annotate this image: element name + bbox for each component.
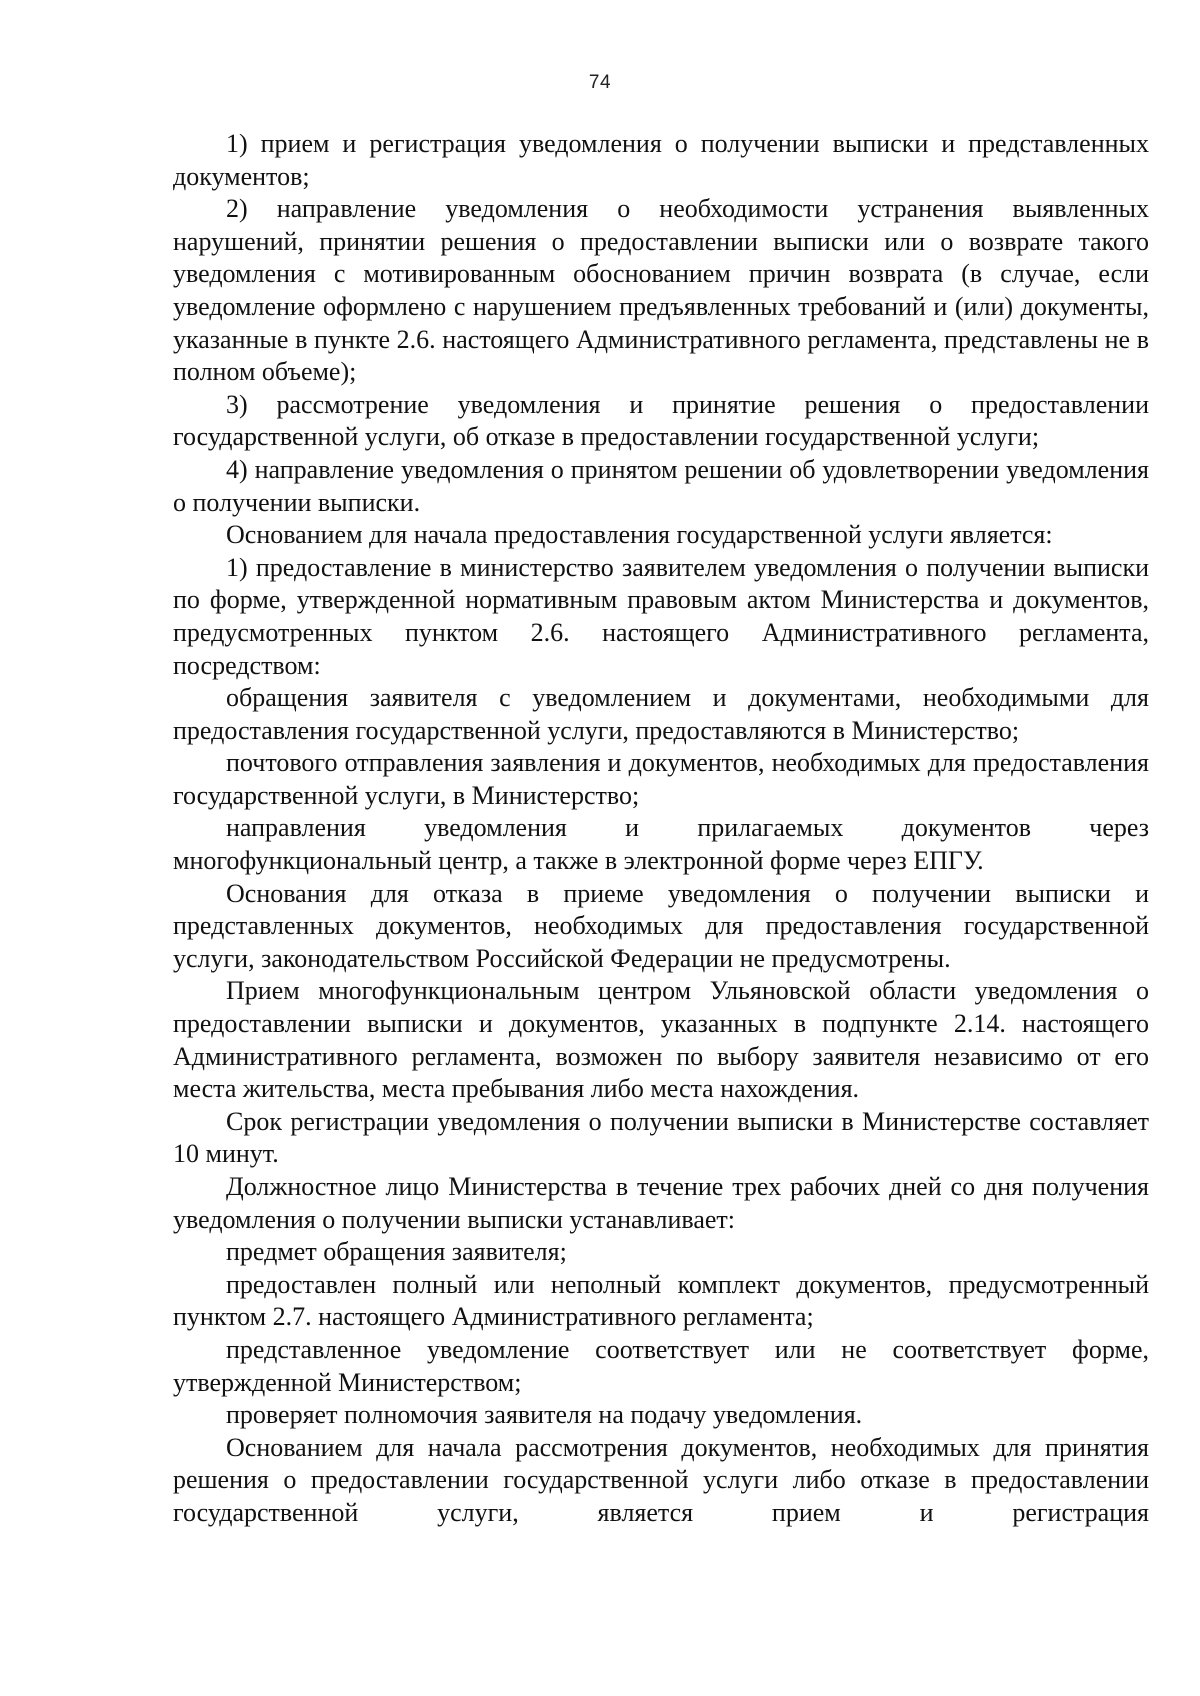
paragraph-review-grounds: Основанием для начала рассмотрения документов, необходимых для принятия решения о предоставлении государственной услуги либо отказе в предоставлении государственной услуги, является прием и регистрация [173,1432,1149,1527]
paragraph-grounds-start: Основанием для начала предоставления государственной услуги является: [226,520,1053,550]
page-number: 74 [588,72,612,93]
paragraph-method-mail: почтового отправления заявления и документов, необходимых для предоставления государственной услуги, в Министерство; [173,748,1149,810]
paragraph-check-subject: предмет обращения заявителя; [226,1237,567,1267]
paragraph-check-authority: проверяет полномочия заявителя на подачу уведомления. [226,1400,863,1430]
paragraph-method-mfc-epgu: направления уведомления и прилагаемых документов через многофункциональный центр, а также в электронной форме через ЕПГУ. [173,813,1149,876]
paragraph-mfc-reception: Прием многофункциональным центром Ульяновской области уведомления о предоставлении выписки и документов, указанных в подпункте 2.14. настоящего Административного регламента, возможен по выбору заявителя независимо от его места жительства, места пребывания либо места нахождения. [173,976,1149,1104]
paragraph-check-completeness: предоставлен полный или неполный комплект документов, предусмотренный пунктом 2.7. настоящего Административного регламента; [173,1269,1149,1332]
paragraph-list-item-1: 1) прием и регистрация уведомления о получении выписки и представленных документов; [173,129,1149,191]
paragraph-list-item-4: 4) направление уведомления о принятом решении об удовлетворении уведомления о получении выписки. [173,454,1149,517]
paragraph-official-checks: Должностное лицо Министерства в течение трех рабочих дней со дня получения уведомления о получении выписки устанавливает: [173,1172,1149,1234]
paragraph-list-item-3: 3) рассмотрение уведомления и принятие решения о предоставлении государственной услуги, об отказе в предоставлении государственной услуги; [173,389,1149,452]
paragraph-grounds-item-1: 1) предоставление в министерство заявителем уведомления о получении выписки по форме, утвержденной нормативным правовым актом Министерства и документов, предусмотренных пунктом 2.6. настоящего Административного регламента, посредством: [173,552,1149,680]
paragraph-method-in-person: обращения заявителя с уведомлением и документами, необходимыми для предоставления государственной услуги, предоставляются в Министерство; [173,683,1149,745]
paragraph-check-form: представленное уведомление соответствует или не соответствует форме, утвержденной Министерством; [173,1334,1149,1397]
paragraph-list-item-2: 2) направление уведомления о необходимости устранения выявленных нарушений, принятии решения о предоставлении выписки или о возврате такого уведомления с мотивированным обоснованием причин возврата (в случае, если уведомление оформлено с нарушением предъявленных требований и (или) документы, указанные в пункте 2.6. настоящего Административного регламента, представлены не в полном объеме); [173,194,1149,387]
document-body [173,128,1149,1530]
paragraph-refusal-grounds: Основания для отказа в приеме уведомления о получении выписки и представленных документов, необходимых для предоставления государственной услуги, законодательством Российской Федерации не предусмотрены. [173,878,1149,973]
paragraph-registration-term: Срок регистрации уведомления о получении выписки в Министерстве составляет 10 минут. [173,1106,1149,1169]
